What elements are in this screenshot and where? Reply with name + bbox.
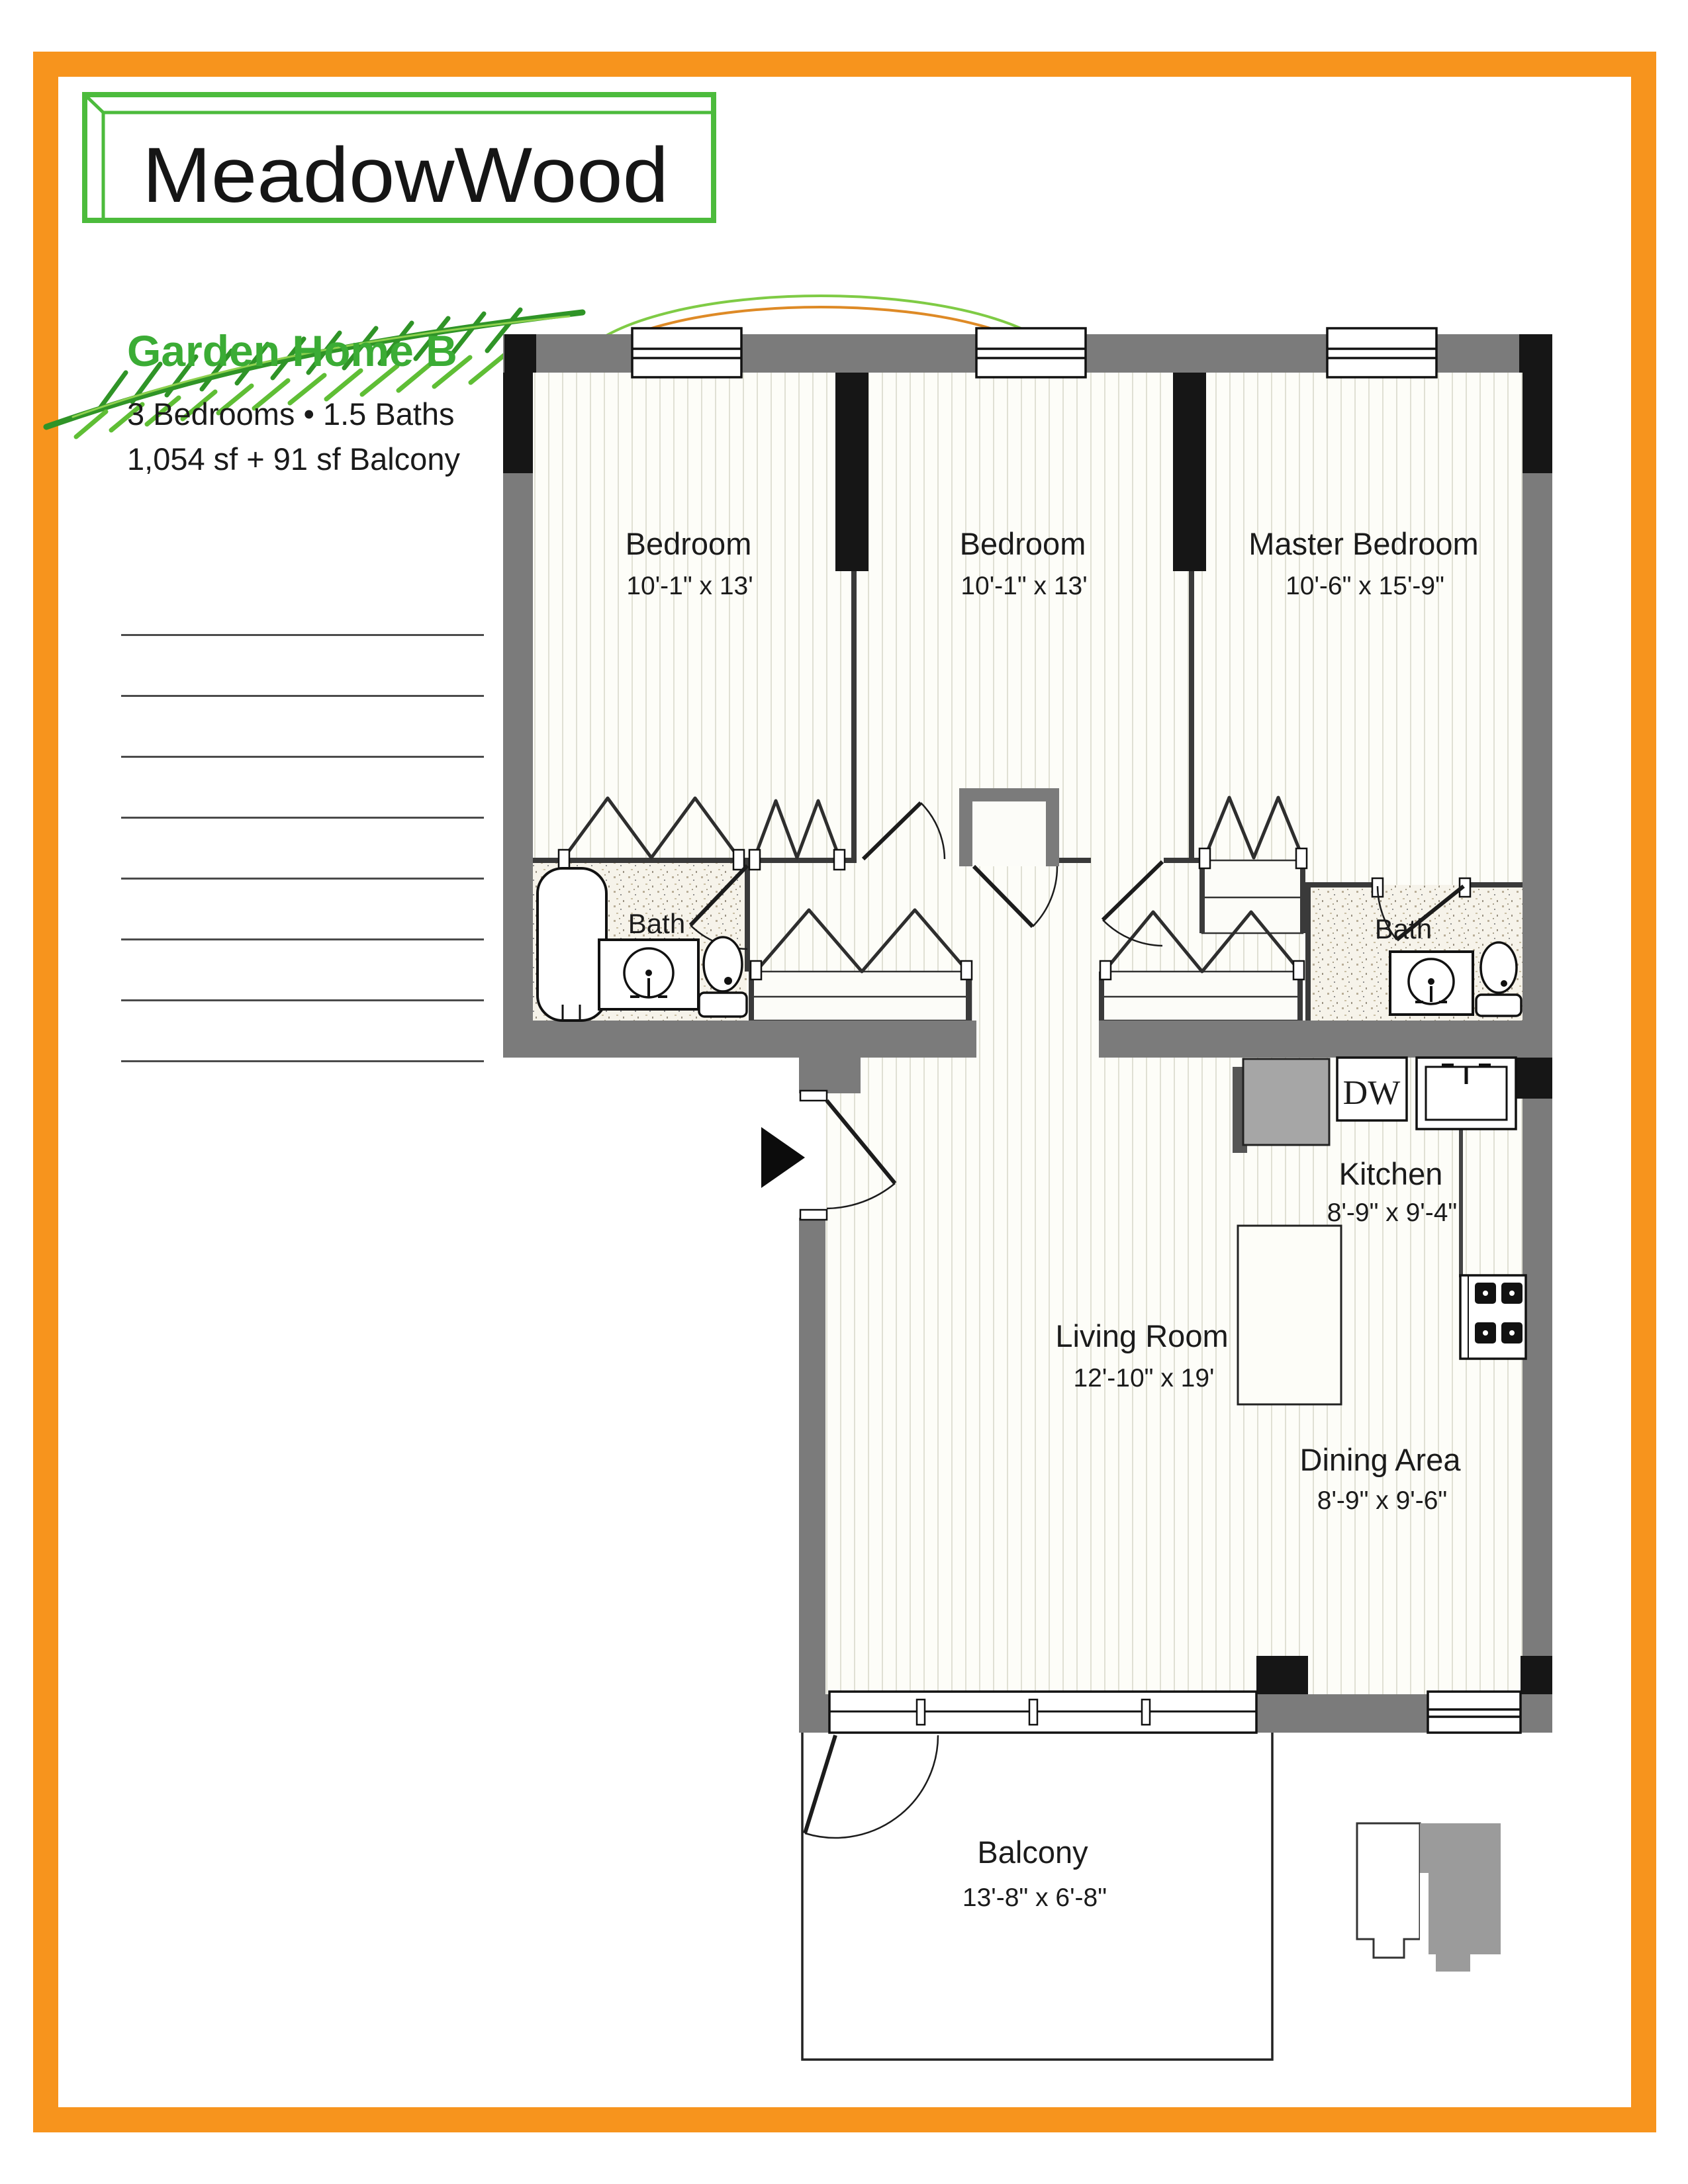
svg-text:12'-10" x 19': 12'-10" x 19' (1073, 1364, 1215, 1392)
window-bedroom1 (632, 328, 741, 377)
svg-text:10'-6" x 15'-9": 10'-6" x 15'-9" (1286, 572, 1444, 600)
note-line (121, 999, 484, 1001)
subtitle-area: 1,054 sf + 91 sf Balcony (127, 441, 460, 477)
svg-text:10'-1" x 13': 10'-1" x 13' (626, 572, 753, 600)
balcony-door (805, 1735, 938, 1838)
page-title: Garden Home B (127, 326, 457, 375)
sink-vanity (1390, 952, 1473, 1015)
note-line (121, 634, 484, 636)
svg-text:Bedroom: Bedroom (959, 526, 1086, 561)
note-line (121, 1060, 484, 1062)
logo-wordmark: MeadowWood (142, 132, 669, 219)
toilet (699, 937, 747, 1017)
stove (1460, 1275, 1526, 1359)
svg-text:10'-1" x 13': 10'-1" x 13' (961, 572, 1088, 600)
svg-text:Bedroom: Bedroom (625, 526, 752, 561)
window-bedroom2 (976, 328, 1086, 377)
svg-text:Master Bedroom: Master Bedroom (1248, 526, 1479, 561)
svg-text:8'-9" x 9'-4": 8'-9" x 9'-4" (1327, 1199, 1458, 1227)
note-line (121, 938, 484, 940)
window-master (1327, 328, 1436, 377)
floor-plan (490, 311, 1569, 2091)
note-line (121, 695, 484, 697)
bath2-fixtures (1390, 942, 1521, 1016)
note-line (121, 756, 484, 758)
sink-vanity (599, 940, 698, 1009)
bath2-label: Bath (1374, 913, 1432, 944)
dishwasher-label: DW (1342, 1074, 1401, 1112)
balcony-sliding-door (829, 1692, 1256, 1733)
entry-arrow-icon (761, 1127, 805, 1188)
bath1-label: Bath (628, 908, 686, 939)
kitchen-island (1238, 1226, 1341, 1404)
svg-text:Dining Area: Dining Area (1299, 1442, 1461, 1477)
balcony-label (962, 1835, 1107, 1912)
note-line (121, 817, 484, 819)
subtitle-beds-baths: 3 Bedrooms • 1.5 Baths (127, 396, 455, 432)
svg-text:Kitchen: Kitchen (1338, 1156, 1443, 1191)
bathtub (538, 868, 606, 1021)
window-dining (1428, 1692, 1521, 1733)
svg-text:13'-8" x 6'-8": 13'-8" x 6'-8" (962, 1884, 1107, 1912)
kitchen-sink (1417, 1058, 1516, 1129)
toilet (1476, 942, 1521, 1016)
svg-text:Balcony: Balcony (977, 1835, 1088, 1870)
svg-text:8'-9" x 9'-6": 8'-9" x 9'-6" (1317, 1486, 1448, 1515)
site-plan-icon (1357, 1823, 1501, 1972)
refrigerator (1243, 1059, 1329, 1145)
title-block (127, 326, 460, 482)
note-line (121, 878, 484, 880)
svg-text:Living Room: Living Room (1055, 1318, 1229, 1353)
